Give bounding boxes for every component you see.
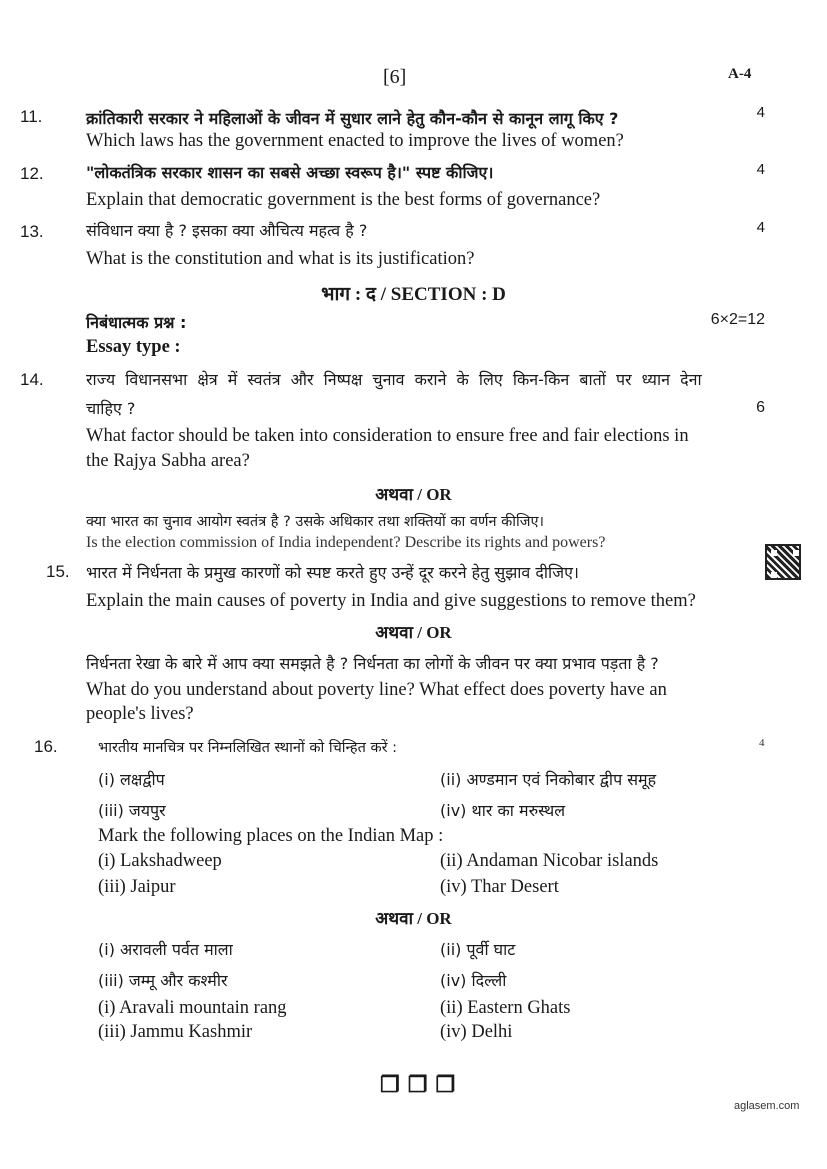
map-item-hindi: (i) लक्षद्वीप <box>98 770 165 789</box>
or-divider: अथवा / OR <box>375 485 452 504</box>
question-number: 12. <box>20 164 44 183</box>
question-text-english-cont: the Rajya Sabha area? <box>86 451 250 471</box>
map-instruction-english: Mark the following places on the Indian Map : <box>98 826 444 846</box>
alt-map-item-hindi: (iii) जम्मू और कश्मीर <box>98 971 228 990</box>
map-item-hindi: (iv) थार का मरुस्थल <box>440 801 566 820</box>
map-item-english: (ii) Andaman Nicobar islands <box>440 851 659 871</box>
map-item-english: (iii) Jaipur <box>98 877 176 897</box>
alt-map-item-english: (i) Aravali mountain rang <box>98 998 287 1018</box>
alternative-question-hindi: क्या भारत का चुनाव आयोग स्वतंत्र है ? उसके अधिकार तथा शक्तियों का वर्णन कीजिए। <box>86 514 545 530</box>
map-item-hindi: (ii) अण्डमान एवं निकोबार द्वीप समूह <box>440 770 657 789</box>
alt-map-item-english: (ii) Eastern Ghats <box>440 998 571 1018</box>
question-number: 11. <box>20 107 43 126</box>
alternative-question-english-cont: people's lives? <box>86 704 194 724</box>
question-text-hindi-cont: चाहिए ? <box>86 399 136 418</box>
section-marks-scheme: 6×2=12 <box>710 311 765 328</box>
section-type-hindi: निबंधात्मक प्रश्न : <box>86 313 187 332</box>
marks: 6 <box>756 399 765 416</box>
alt-map-item-hindi: (ii) पूर्वी घाट <box>440 940 516 959</box>
question-number: 15. <box>46 562 70 581</box>
question-text-hindi: क्रांतिकारी सरकार ने महिलाओं के जीवन में सुधार लाने हेतु कौन-कौन से कानून लागू किए ? <box>86 109 619 128</box>
section-d-heading: भाग : द / SECTION : D <box>321 284 506 305</box>
map-item-english: (iv) Thar Desert <box>440 877 559 897</box>
alternative-question-english: Is the election commission of India independent? Describe its rights and powers? <box>86 534 606 551</box>
or-divider: अथवा / OR <box>375 909 452 928</box>
question-text-english: Explain that democratic government is the best forms of governance? <box>86 190 601 210</box>
question-number: 13. <box>20 222 44 241</box>
page-number: [6] <box>383 66 407 88</box>
question-text-hindi: भारतीय मानचित्र पर निम्नलिखित स्थानों को चिन्हित करें : <box>98 740 398 756</box>
question-text-hindi: "लोकतंत्रिक सरकार शासन का सबसे अच्छा स्वरूप है।" स्पष्ट कीजिए। <box>86 163 494 182</box>
alt-map-item-hindi: (iv) दिल्ली <box>440 971 507 990</box>
series-code: A-4 <box>728 66 752 82</box>
marks: 4 <box>756 104 765 121</box>
question-text-hindi: संविधान क्या है ? इसका क्या औचित्य महत्व है ? <box>86 221 368 240</box>
question-text-english: What factor should be taken into consideration to ensure free and fair elections in <box>86 426 689 446</box>
section-type-english: Essay type : <box>86 337 181 357</box>
alt-map-item-english: (iii) Jammu Kashmir <box>98 1022 253 1042</box>
question-number: 16. <box>34 737 58 756</box>
question-text-english: What is the constitution and what is its justification? <box>86 249 475 269</box>
marks: 4 <box>756 161 765 178</box>
qr-code-icon <box>765 544 801 580</box>
map-item-hindi: (iii) जयपुर <box>98 801 166 820</box>
question-text-english: Which laws has the government enacted to improve the lives of women? <box>86 131 624 151</box>
question-text-english: Explain the main causes of poverty in India and give suggestions to remove them? <box>86 591 696 611</box>
alt-map-item-hindi: (i) अरावली पर्वत माला <box>98 940 233 959</box>
question-text-hindi: भारत में निर्धनता के प्रमुख कारणों को स्पष्ट करते हुए उन्हें दूर करने हेतु सुझाव दीजिए। <box>86 563 579 582</box>
alternative-question-english: What do you understand about poverty line? What effect does poverty have an <box>86 680 667 700</box>
question-number: 14. <box>20 370 44 389</box>
or-divider: अथवा / OR <box>375 623 452 642</box>
marks: 4 <box>756 219 765 236</box>
alternative-question-hindi: निर्धनता रेखा के बारे में आप क्या समझते है ? निर्धनता का लोगों के जीवन पर क्या प्रभाव पड़ता है ? <box>86 654 659 673</box>
watermark: aglasem.com <box>734 1100 800 1112</box>
end-of-paper-mark: ❐❐❐ <box>380 1072 464 1097</box>
map-item-english: (i) Lakshadweep <box>98 851 222 871</box>
question-text-hindi: राज्य विधानसभा क्षेत्र में स्वतंत्र और निष्पक्ष चुनाव कराने के लिए किन-किन बातों पर ध्यान देना <box>86 370 702 389</box>
marks: 4 <box>759 737 765 749</box>
alt-map-item-english: (iv) Delhi <box>440 1022 513 1042</box>
